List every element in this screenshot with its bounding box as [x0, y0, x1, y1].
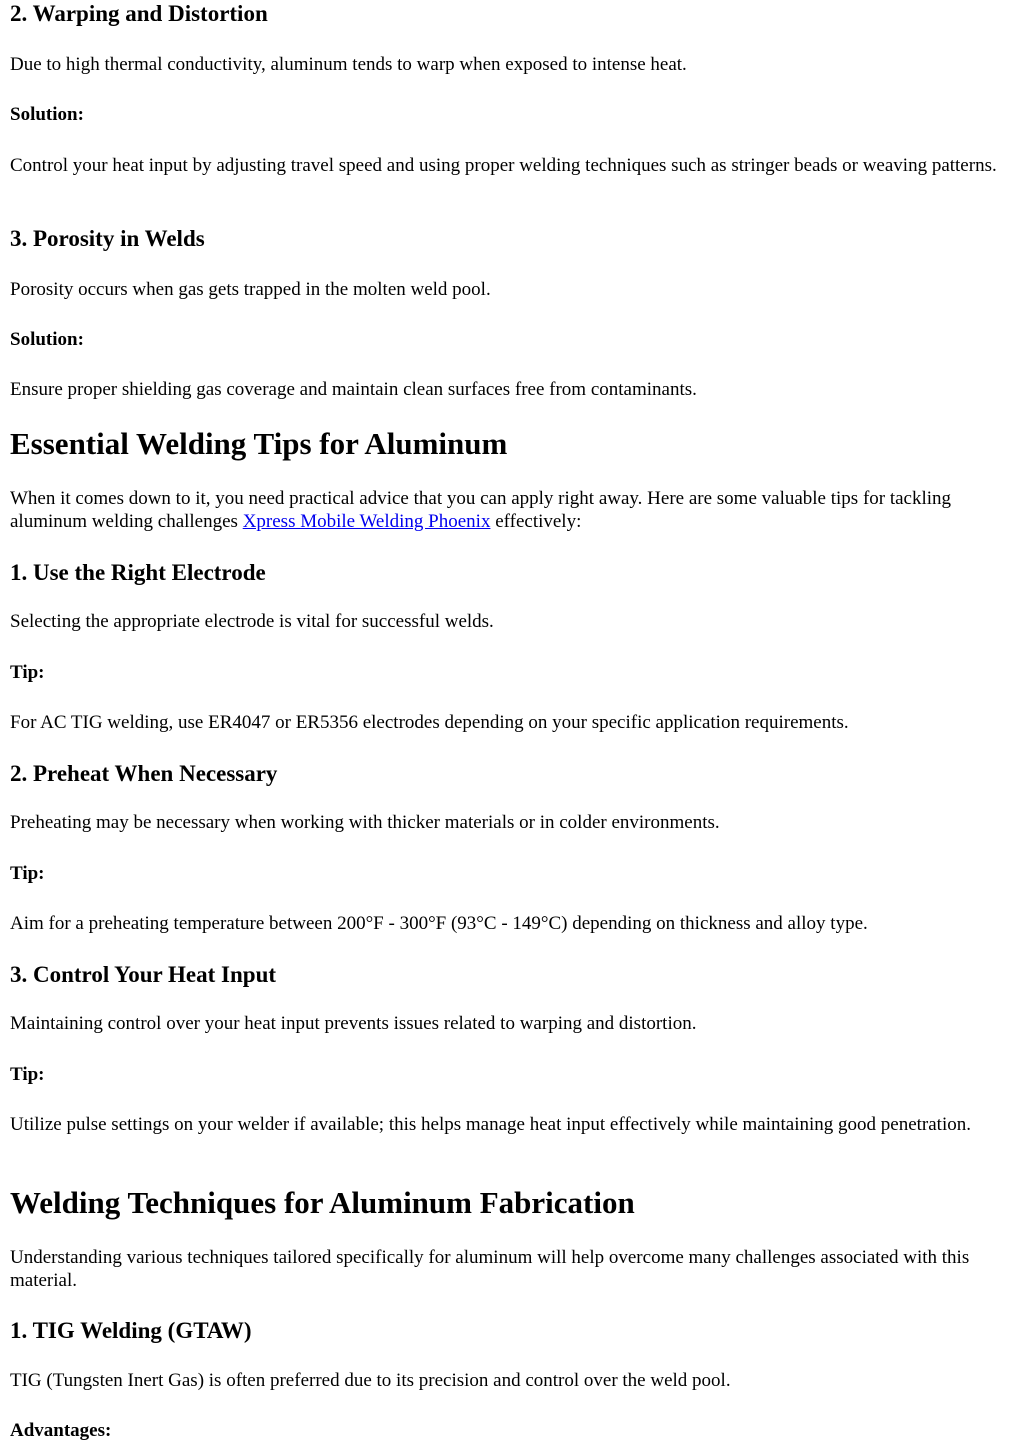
- solution-label: Solution:: [10, 104, 84, 125]
- tip-text: Utilize pulse settings on your welder if available; this helps manage heat input effectively while maintaining good penetration.: [10, 1114, 971, 1135]
- tip-label: Tip:: [10, 662, 45, 683]
- heading-techniques: Welding Techniques for Aluminum Fabrication: [10, 1185, 635, 1220]
- paragraph-techniques: Understanding various techniques tailored specifically for aluminum will help overcome many challenges associated with this material.: [10, 1247, 970, 1291]
- tip-label: Tip:: [10, 1064, 45, 1085]
- paragraph-porosity: Porosity occurs when gas gets trapped in the molten weld pool.: [10, 279, 491, 300]
- heading-electrode: 1. Use the Right Electrode: [10, 560, 266, 585]
- heading-essential-tips: Essential Welding Tips for Aluminum: [10, 426, 508, 461]
- solution-text: Ensure proper shielding gas coverage and maintain clean surfaces free from contaminants.: [10, 379, 697, 400]
- tip-text: Aim for a preheating temperature between 200°F - 300°F (93°C - 149°C) depending on thickness and alloy type.: [10, 913, 868, 934]
- paragraph-preheat: Preheating may be necessary when working with thicker materials or in colder environments.: [10, 812, 720, 833]
- heading-porosity: 3. Porosity in Welds: [10, 226, 205, 251]
- heading-heat-input: 3. Control Your Heat Input: [10, 962, 277, 987]
- paragraph-tig: TIG (Tungsten Inert Gas) is often preferred due to its precision and control over the weld pool.: [10, 1370, 731, 1391]
- tip-text: For AC TIG welding, use ER4047 or ER5356 electrodes depending on your specific application requirements.: [10, 712, 849, 733]
- xpress-mobile-welding-link[interactable]: Xpress Mobile Welding Phoenix: [242, 511, 491, 532]
- solution-label: Solution:: [10, 329, 84, 350]
- paragraph-heat-input: Maintaining control over your heat input prevents issues related to warping and distortion.: [10, 1013, 697, 1034]
- paragraph-warping: Due to high thermal conductivity, aluminum tends to warp when exposed to intense heat.: [10, 54, 687, 75]
- tip-label: Tip:: [10, 863, 45, 884]
- paragraph-electrode: Selecting the appropriate electrode is vital for successful welds.: [10, 611, 494, 632]
- paragraph-tips-intro: [10, 487, 1014, 533]
- advantages-label: Advantages:: [10, 1420, 112, 1441]
- intro-text-before: When it comes down to it, you need practical advice that you can apply right away. Here are some valuable tips for tackling aluminum welding challenges: [10, 488, 952, 532]
- heading-tig: 1. TIG Welding (GTAW): [10, 1318, 252, 1343]
- heading-warping: 2. Warping and Distortion: [10, 1, 268, 26]
- intro-text-after: effectively:: [490, 511, 582, 532]
- heading-preheat: 2. Preheat When Necessary: [10, 761, 278, 786]
- solution-text: Control your heat input by adjusting travel speed and using proper welding techniques such as stringer beads or weaving patterns.: [10, 155, 997, 176]
